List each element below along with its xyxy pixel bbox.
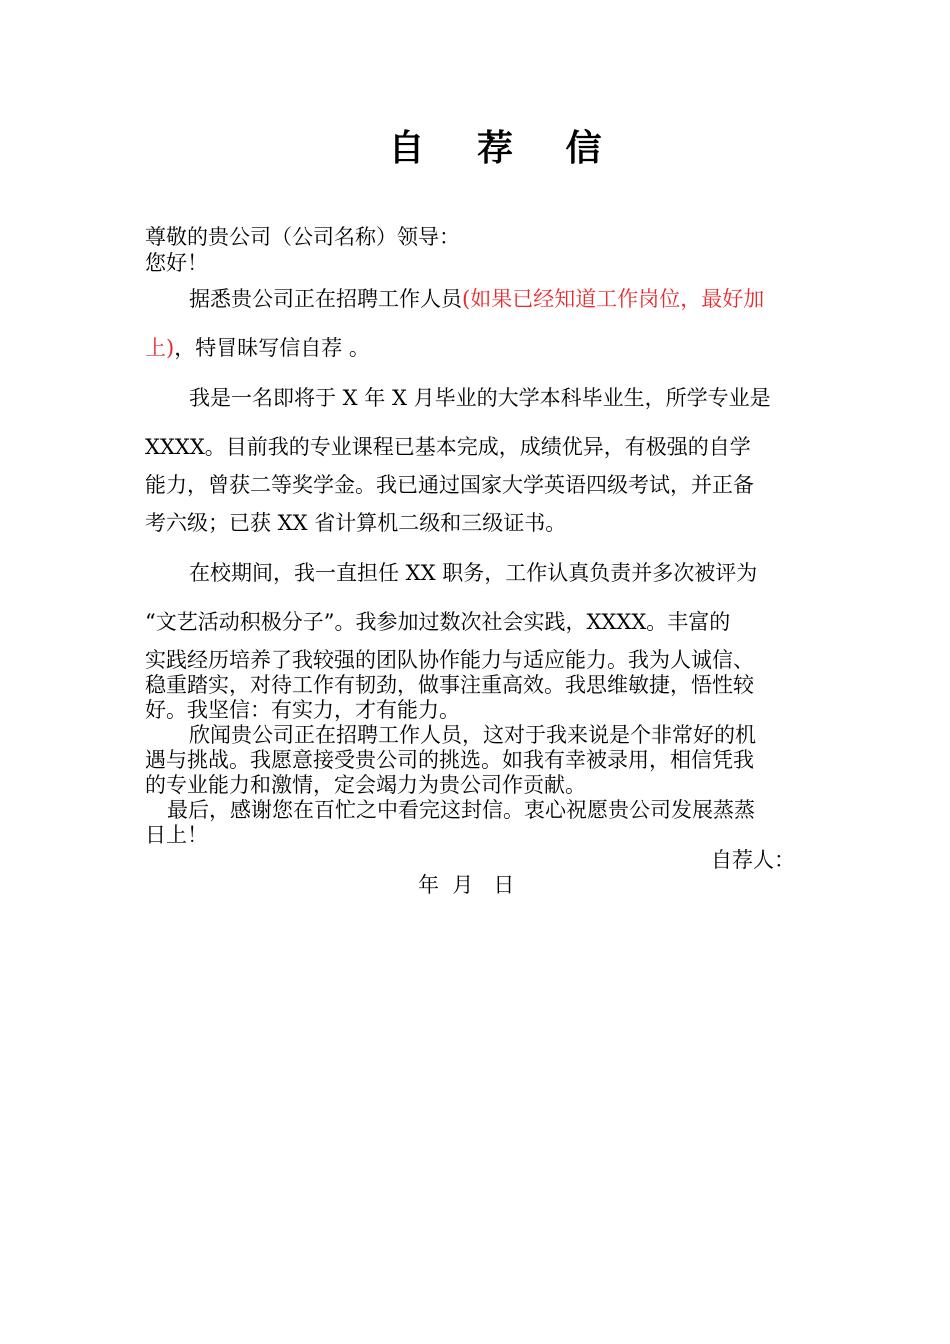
para2-line4: 考六级；已获 XX 省计算机二级和三级证书。	[145, 511, 567, 535]
para3-line5: 好。我坚信：有实力，才有能力。	[145, 698, 460, 722]
page-title: 自 荐 信	[388, 128, 622, 169]
para5-line2: 日上！	[145, 823, 208, 847]
para5-line1: 最后，感谢您在百忙之中看完这封信。衷心祝愿贵公司发展蒸蒸	[167, 798, 755, 822]
greeting: 您好！	[145, 251, 208, 275]
para1-line1	[189, 286, 764, 312]
para1-text: 据悉贵公司正在招聘工作人员	[189, 287, 462, 311]
para2-line1: 我是一名即将于 X 年 X 月毕业的大学本科毕业生，所学专业是	[189, 386, 771, 410]
para2-line2: XXXX。目前我的专业课程已基本完成，成绩优异，有极强的自学	[145, 435, 751, 459]
para1-note-end: 上)	[145, 336, 175, 360]
para4-line1: 欣闻贵公司正在招聘工作人员，这对于我来说是个非常好的机	[189, 723, 756, 747]
para1-note: (如果已经知道工作岗位，最好加	[462, 287, 765, 311]
para3-line4: 稳重踏实，对待工作有韧劲，做事注重高效。我思维敏捷，悟性较	[145, 673, 754, 697]
signature: 自荐人：	[711, 848, 795, 872]
date: 年 月 日	[418, 873, 515, 897]
para3-line3: 实践经历培养了我较强的团队协作能力与适应能力。我为人诚信、	[145, 648, 754, 672]
para4-line3: 的专业能力和激情，定会竭力为贵公司作贡献。	[145, 773, 586, 797]
para1-line2	[145, 335, 370, 361]
salutation: 尊敬的贵公司（公司名称）领导：	[145, 225, 460, 249]
para4-line2: 遇与挑战。我愿意接受贵公司的挑选。如我有幸被录用，相信凭我	[145, 748, 754, 772]
para2-line3: 能力，曾获二等奖学金。我已通过国家大学英语四级考试，并正备	[145, 473, 754, 497]
para3-line1: 在校期间，我一直担任 XX 职务，工作认真负责并多次被评为	[189, 561, 758, 585]
para3-line2: “文艺活动积极分子”。我参加过数次社会实践，XXXX。丰富的	[145, 610, 731, 634]
para1-text-end: ，特冒昧写信自荐 。	[174, 336, 370, 360]
